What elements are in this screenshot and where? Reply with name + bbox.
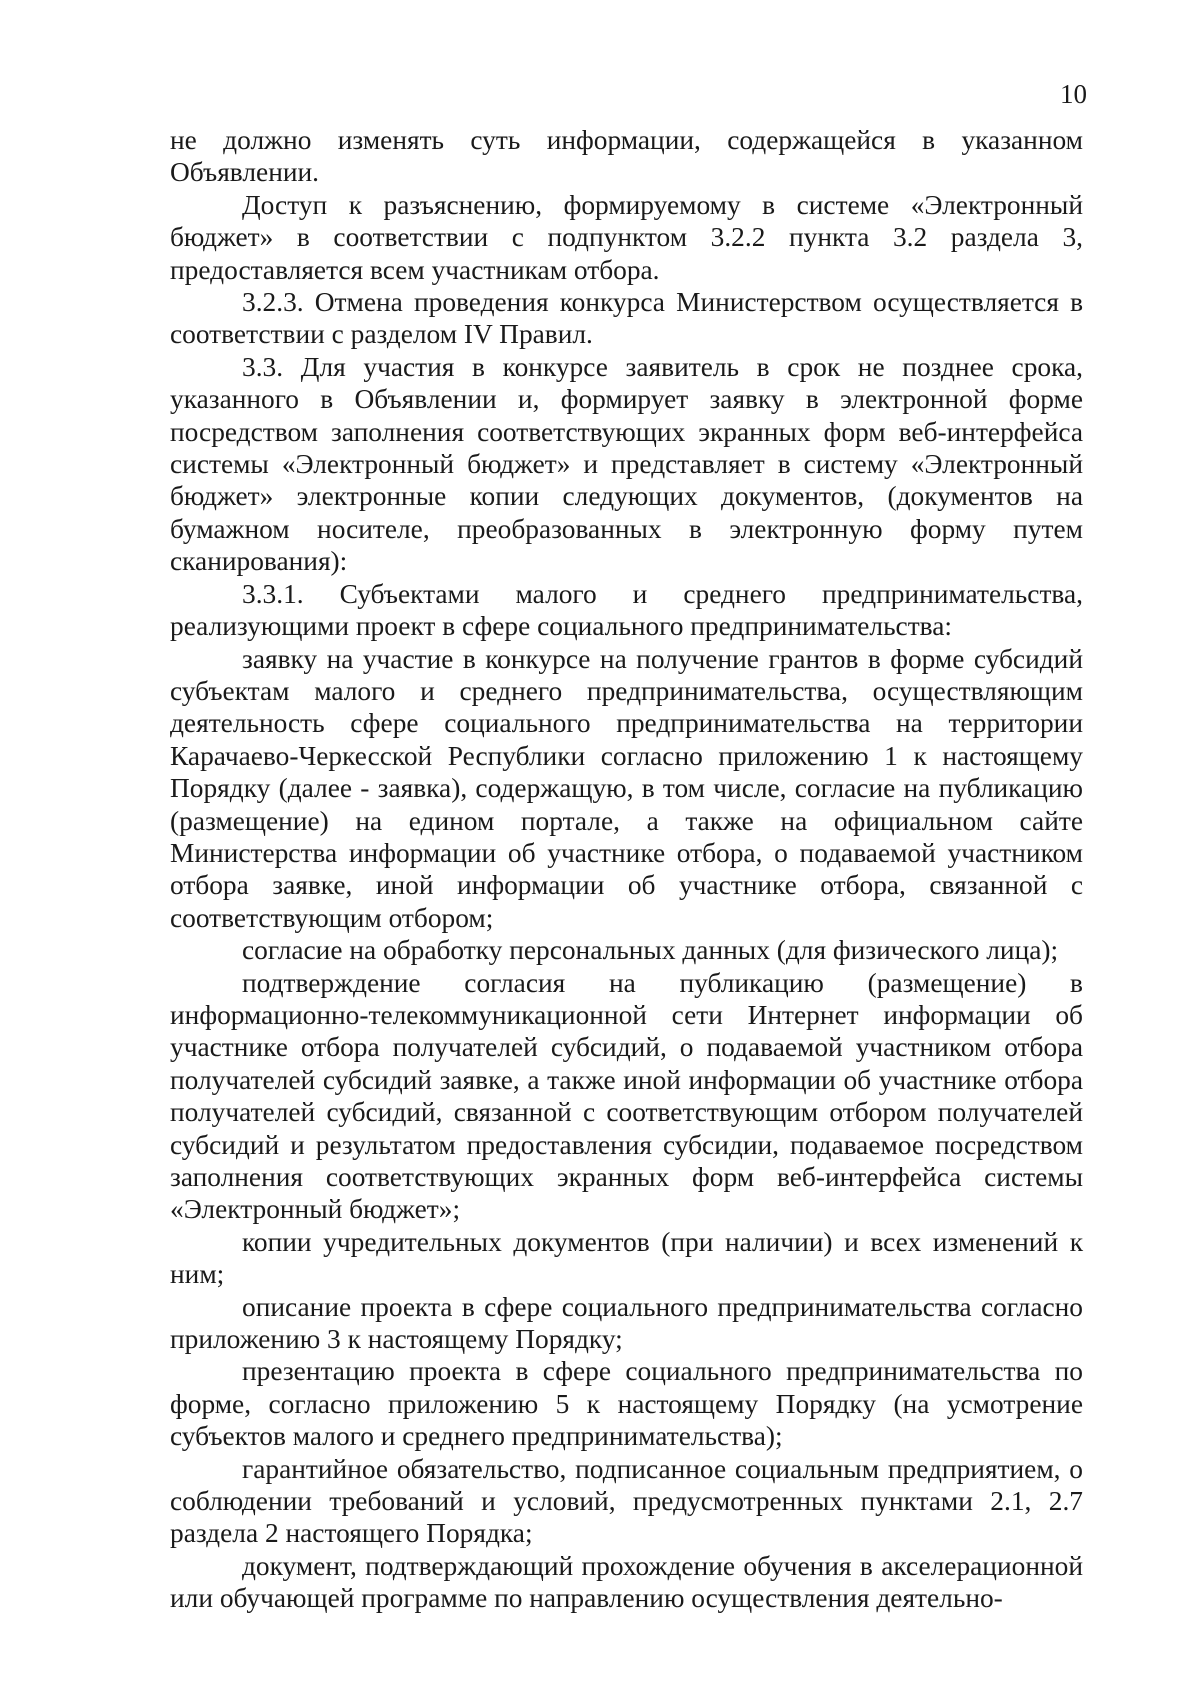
page-number: 10 xyxy=(1060,79,1087,109)
list-item-guarantee-obligation: гарантийное обязательство, подписанное социальным предприятием, о соблюдении требований и условий, предусмотренных пунктами 2.1, 2.7 раздела 2 настоящего Порядка; xyxy=(170,1453,1083,1549)
list-item-founding-documents: копии учредительных документов (при наличии) и всех изменений к ним; xyxy=(170,1226,1083,1290)
document-body xyxy=(170,124,1083,1615)
paragraph-3-3: 3.3. Для участия в конкурсе заявитель в срок не позднее срока, указанного в Объявлении и, формирует заявку в электронной форме посредством заполнения соответствующих экранных форм веб-интерфейса системы «Электронный бюджет» и представляет в систему «Электронный бюджет» электронные копии следующих документов, (документов на бумажном носителе, преобразованных в электронную форму путем сканирования): xyxy=(170,351,1083,577)
paragraph-clarification-access: Доступ к разъяснению, формируемому в системе «Электронный бюджет» в соответствии с подпунктом 3.2.2 пункта 3.2 раздела 3, предоставляется всем участникам отбора. xyxy=(170,189,1083,285)
paragraph-3-2-3: 3.2.3. Отмена проведения конкурса Министерством осуществляется в соответствии с разделом IV Правил. xyxy=(170,287,1083,350)
paragraph-3-3-1: 3.3.1. Субъектами малого и среднего предпринимательства, реализующими проект в сфере социального предпринимательства: xyxy=(170,578,1083,642)
list-item-training-document: документ, подтверждающий прохождение обучения в акселерационной или обучающей программе по направлению осуществления деятельно- xyxy=(170,1550,1083,1614)
list-item-personal-data-consent: согласие на обработку персональных данных (для физического лица); xyxy=(242,935,1059,966)
list-item-application: заявку на участие в конкурсе на получение грантов в форме субсидий субъектам малого и среднего предпринимательства, осуществляющим деятельность сфере социального предпринимательства на территории Карачаево-Черкесской Республики согласно приложению 1 к настоящему Порядку (далее - заявка), содержащую, в том числе, согласие на публикацию (размещение) на едином портале, а также на официальном сайте Министерства информации об участнике отбора, о подаваемой участником отбора заявке, иной информации об участнике отбора, связанной с соответствующим отбором; xyxy=(170,643,1083,933)
list-item-project-description: описание проекта в сфере социального предпринимательства согласно приложению 3 к настоящему Порядку; xyxy=(170,1291,1083,1355)
paragraph-continuation: не должно изменять суть информации, содержащейся в указанном Объявлении. xyxy=(170,125,1083,188)
list-item-project-presentation: презентацию проекта в сфере социального предпринимательства по форме, согласно приложению 5 к настоящему Порядку (на усмотрение субъектов малого и среднего предпринимательства); xyxy=(170,1356,1083,1452)
list-item-publication-consent: подтверждение согласия на публикацию (размещение) в информационно-телекоммуникационной сети Интернет информации об участнике отбора получателей субсидий, о подаваемой участником отбора получателей субсидий заявке, а также иной информации об участнике отбора получателей субсидий, связанной с соответствующим отбором получателей субсидий и результатом предоставления субсидии, подаваемое посредством заполнения соответствующих экранных форм веб-интерфейса системы «Электронный бюджет»; xyxy=(170,967,1083,1225)
